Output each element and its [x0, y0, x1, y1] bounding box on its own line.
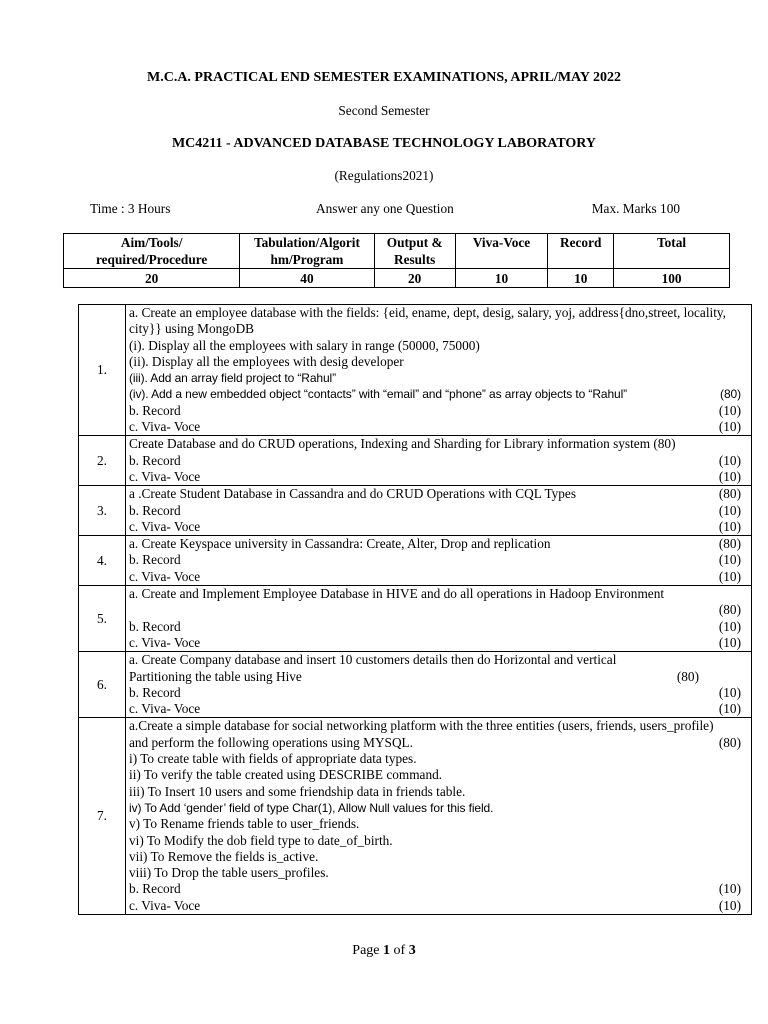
marks-value-cell: 40 — [240, 269, 374, 288]
page-prefix: Page — [352, 943, 384, 958]
question-text: c. Viva- Voce — [129, 634, 201, 650]
marks-header-text: Output & — [386, 235, 443, 250]
question-text: (ii). Display all the employees with desig developer — [129, 353, 404, 369]
question-mark: (10) — [718, 881, 741, 897]
question-mark: (10) — [718, 618, 741, 634]
question-mark: (80) — [676, 668, 699, 684]
question-mark: (80) — [720, 387, 741, 402]
question-line — [129, 386, 741, 402]
question-mark: (10) — [718, 419, 741, 435]
question-mark: (10) — [718, 402, 741, 418]
question-text: b. Record — [129, 402, 181, 418]
question-mark: (10) — [718, 552, 741, 568]
question-line — [129, 305, 741, 321]
question-mark: (10) — [718, 518, 741, 534]
marks-value-cell: 10 — [455, 269, 548, 288]
question-line — [129, 453, 741, 469]
question-text: b. Record — [129, 452, 181, 468]
question-text: b. Record — [129, 502, 181, 518]
question-text: i) To create table with fields of appropriate data types. — [129, 751, 417, 767]
questions-table — [78, 304, 752, 915]
question-mark: (10) — [718, 468, 741, 484]
question-line — [129, 652, 741, 668]
question-mark: (10) — [718, 684, 741, 700]
question-number: 3. — [79, 486, 126, 536]
marks-header-text: hm/Program — [270, 252, 344, 267]
question-line — [129, 800, 741, 816]
marks-header-cell — [614, 234, 730, 269]
question-row — [79, 718, 752, 915]
page-total: 3 — [408, 943, 416, 958]
question-text: iv) To Add ‘gender’ field of type Char(1), Allow Null values for this field. — [129, 800, 494, 815]
question-text: a. Create Company database and insert 10 customers details then do Horizontal and vertical — [129, 652, 617, 668]
question-body — [126, 436, 752, 486]
marks-header-row — [64, 234, 730, 269]
question-mark: (10) — [718, 452, 741, 468]
question-mark: (10) — [718, 568, 741, 584]
question-line — [129, 701, 741, 717]
question-text: a. Create an employee database with the fields: {eid, ename, dept, desig, salary, yoj, address{dno,street, locality, — [129, 305, 727, 320]
question-line — [129, 602, 741, 618]
question-body — [126, 536, 752, 586]
question-text: ii) To verify the table created using DESCRIBE command. — [129, 767, 443, 783]
question-row — [79, 436, 752, 486]
question-row — [79, 586, 752, 652]
marks-header-text: Record — [560, 235, 602, 250]
question-text: a.Create a simple database for social networking platform with the three entities (users, friends, users_profile) — [129, 718, 714, 734]
question-line — [129, 898, 741, 914]
max-marks-label: Max. Marks 100 — [591, 201, 680, 216]
question-text: b. Record — [129, 618, 181, 634]
question-line — [129, 849, 741, 865]
question-mark: (10) — [718, 634, 741, 650]
marks-header-cell — [548, 234, 614, 269]
question-line — [129, 552, 741, 568]
question-line — [129, 403, 741, 419]
time-label: Time : 3 Hours — [90, 201, 171, 216]
marks-distribution-table — [63, 233, 730, 288]
marks-value-cell: 10 — [548, 269, 614, 288]
question-text: v) To Rename friends table to user_friends. — [129, 816, 360, 832]
marks-header-text: Tabulation/Algorit — [253, 235, 360, 250]
semester-label: Second Semester — [338, 103, 430, 118]
question-line — [129, 354, 741, 370]
question-mark: (10) — [718, 897, 741, 913]
marks-header-cell — [240, 234, 374, 269]
regulations-label: (Regulations2021) — [334, 168, 434, 183]
marks-values-row — [64, 269, 730, 288]
question-text: Create Database and do CRUD operations, Indexing and Sharding for Library information system (80) — [129, 436, 676, 452]
question-line — [129, 486, 741, 502]
marks-value-cell: 100 — [614, 269, 730, 288]
question-line — [129, 321, 741, 337]
question-line — [129, 767, 741, 783]
question-line — [129, 503, 741, 519]
question-text: b. Record — [129, 552, 181, 568]
page-current: 1 — [383, 943, 391, 958]
question-number: 5. — [79, 586, 126, 652]
marks-header-text: Viva-Voce — [472, 235, 531, 250]
question-row — [79, 652, 752, 718]
question-body — [126, 652, 752, 718]
question-text: c. Viva- Voce — [129, 568, 201, 584]
question-text: (iv). Add a new embedded object “contacts” with “email” and “phone” as array objects to “Rahul” — [129, 387, 628, 402]
question-row — [79, 486, 752, 536]
question-line — [129, 833, 741, 849]
question-text: c. Viva- Voce — [129, 419, 201, 435]
question-row — [79, 305, 752, 436]
question-text: Partitioning the table using Hive — [129, 668, 302, 684]
question-text: and perform the following operations using MYSQL. — [129, 734, 413, 750]
marks-header-cell — [374, 234, 455, 269]
question-line — [129, 735, 741, 751]
question-text: (iii). Add an array field project to “Rahul” — [129, 371, 337, 386]
marks-value-cell: 20 — [64, 269, 240, 288]
question-line — [129, 436, 741, 452]
question-mark: (10) — [718, 701, 741, 717]
marks-header-cell — [64, 234, 240, 269]
question-text: a. Create and Implement Employee Database in HIVE and do all operations in Hadoop Environment — [129, 586, 665, 602]
question-body — [126, 718, 752, 915]
question-line — [129, 865, 741, 881]
question-line — [129, 370, 741, 386]
question-number: 1. — [79, 305, 126, 436]
question-text: c. Viva- Voce — [129, 468, 201, 484]
question-text: iii) To Insert 10 users and some friendship data in friends table. — [129, 783, 466, 799]
question-line — [129, 569, 741, 585]
question-line — [129, 784, 741, 800]
question-line — [129, 816, 741, 832]
question-mark: (80) — [718, 734, 741, 750]
question-number: 7. — [79, 718, 126, 915]
marks-header-text: required/Procedure — [95, 252, 208, 267]
question-body — [126, 586, 752, 652]
question-line — [129, 469, 741, 485]
page-number — [0, 943, 768, 959]
question-text: c. Viva- Voce — [129, 897, 201, 913]
question-row — [79, 536, 752, 586]
question-text: c. Viva- Voce — [129, 701, 201, 717]
question-line — [129, 718, 741, 734]
marks-header-text: Total — [657, 235, 687, 250]
question-mark: (80) — [718, 536, 741, 552]
question-mark: (80) — [718, 602, 741, 618]
exam-info-line — [90, 201, 680, 219]
question-text: a. Create Keyspace university in Cassandra: Create, Alter, Drop and replication — [129, 536, 551, 552]
question-line — [129, 338, 741, 354]
course-title: MC4211 - ADVANCED DATABASE TECHNOLOGY LABORATORY — [171, 136, 597, 151]
question-body — [126, 486, 752, 536]
question-line — [129, 635, 741, 651]
marks-header-text: Aim/Tools/ — [120, 235, 183, 250]
instruction-label: Answer any one Question — [316, 201, 454, 216]
marks-value-cell: 20 — [374, 269, 455, 288]
question-line — [129, 536, 741, 552]
question-text: a .Create Student Database in Cassandra and do CRUD Operations with CQL Types — [129, 486, 577, 502]
question-text: viii) To Drop the table users_profiles. — [129, 865, 329, 881]
marks-header-cell — [455, 234, 548, 269]
question-line — [129, 685, 741, 701]
question-line — [129, 881, 741, 897]
question-text: b. Record — [129, 881, 181, 897]
question-line — [129, 419, 741, 435]
question-body — [126, 305, 752, 436]
question-number: 4. — [79, 536, 126, 586]
question-mark: (80) — [718, 486, 741, 502]
question-text: vi) To Modify the dob field type to date_of_birth. — [129, 832, 393, 848]
question-line — [129, 751, 741, 767]
question-line — [129, 619, 741, 635]
question-number: 6. — [79, 652, 126, 718]
marks-header-text: Results — [393, 252, 436, 267]
question-text: (i). Display all the employees with salary in range (50000, 75000) — [129, 337, 480, 353]
question-text: vii) To Remove the fields is_active. — [129, 848, 319, 864]
question-line — [129, 586, 741, 602]
question-text: b. Record — [129, 684, 181, 700]
question-mark: (10) — [718, 502, 741, 518]
question-line — [129, 519, 741, 535]
page-of: of — [390, 943, 409, 958]
exam-title: M.C.A. PRACTICAL END SEMESTER EXAMINATIONS, APRIL/MAY 2022 — [147, 70, 621, 85]
question-text: c. Viva- Voce — [129, 518, 201, 534]
question-text: city}} using MongoDB — [129, 321, 255, 337]
question-number: 2. — [79, 436, 126, 486]
question-line — [129, 669, 741, 685]
